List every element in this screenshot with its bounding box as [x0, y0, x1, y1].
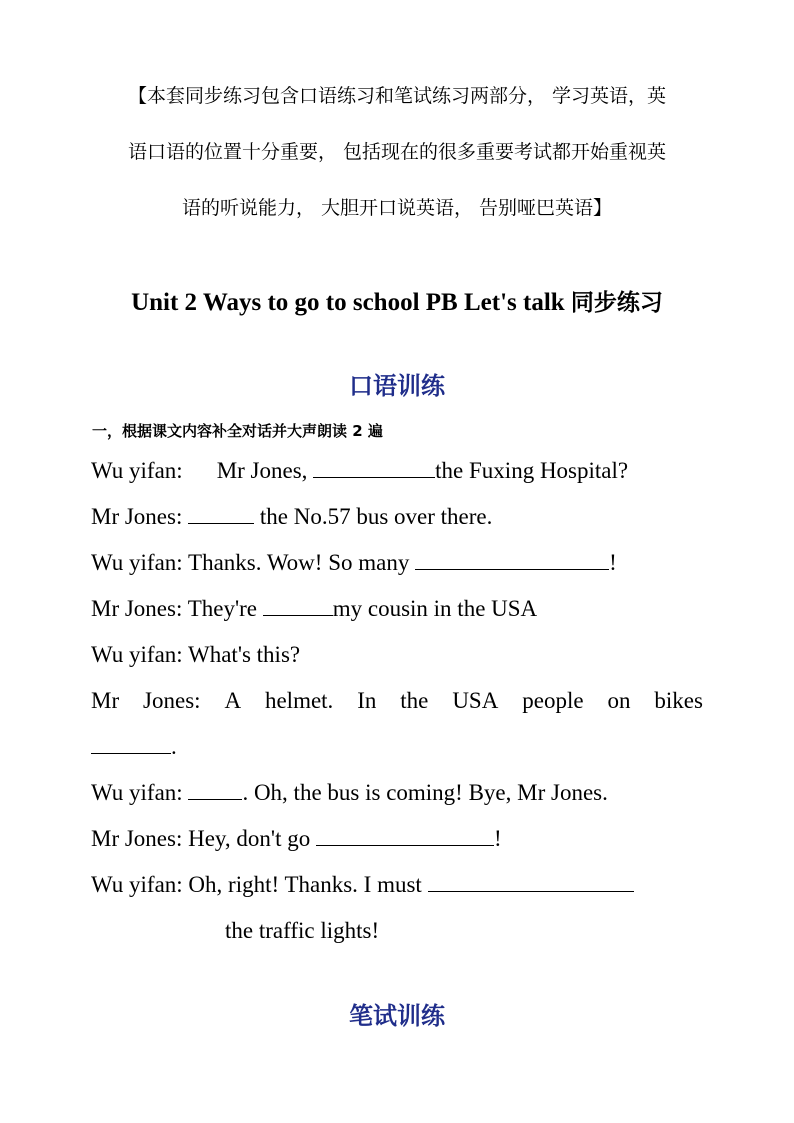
- dialogue-word: In: [357, 688, 377, 713]
- dialogue-word: people: [522, 688, 584, 713]
- intro-line-3: 语的听说能力， 大胆开口说英语， 告别哑巴英语】: [181, 197, 613, 219]
- title-english: Unit 2 Ways to go to school PB Let's talk: [131, 289, 565, 316]
- dialogue-text: .: [171, 734, 177, 759]
- intro-line-1: 【本套同步练习包含口语练习和笔试练习两部分， 学习英语，英: [127, 85, 667, 107]
- dialogue-text: Mr Jones:: [91, 504, 183, 529]
- answer-blank[interactable]: [188, 779, 242, 800]
- dialogue-line-11: the traffic lights!: [225, 918, 380, 943]
- dialogue-word: Mr: [91, 688, 120, 713]
- dialogue-exercise: [91, 448, 703, 954]
- written-practice-heading: 笔试训练: [349, 1002, 445, 1030]
- answer-blank[interactable]: [263, 595, 333, 616]
- dialogue-text: Wu yifan:: [91, 780, 183, 805]
- dialogue-line-4: [91, 586, 703, 632]
- answer-blank[interactable]: [415, 549, 609, 570]
- answer-blank[interactable]: [313, 457, 435, 478]
- dialogue-word: helmet.: [264, 688, 334, 713]
- dialogue-line-2: [91, 494, 703, 540]
- dialogue-text: Mr Jones: They're: [91, 596, 257, 621]
- dialogue-word: bikes: [654, 688, 703, 713]
- dialogue-line-1: [91, 448, 703, 494]
- title-chinese: 同步练习: [570, 290, 663, 316]
- dialogue-word: A: [224, 688, 242, 713]
- answer-blank[interactable]: [188, 503, 254, 524]
- dialogue-word: USA: [452, 688, 499, 713]
- exercise-instruction: 一，根据课文内容补全对话并大声朗读 2 遍: [92, 422, 383, 440]
- intro-line-2: 语口语的位置十分重要， 包括现在的很多重要考试都开始重视英: [127, 141, 667, 163]
- answer-blank[interactable]: [428, 871, 634, 892]
- speaker-label: Wu yifan:: [91, 458, 183, 483]
- dialogue-text: . Oh, the bus is coming! Bye, Mr Jones.: [242, 780, 608, 805]
- oral-practice-heading: 口语训练: [349, 372, 445, 400]
- dialogue-line-9: [91, 816, 703, 862]
- dialogue-text: Wu yifan: Oh, right! Thanks. I must: [91, 872, 422, 897]
- dialogue-text: !: [609, 550, 617, 575]
- dialogue-line-5: Wu yifan: What's this?: [91, 642, 301, 667]
- dialogue-text: !: [493, 826, 502, 851]
- dialogue-word: Jones:: [143, 688, 201, 713]
- dialogue-line-8: [91, 770, 703, 816]
- dialogue-text: Mr Jones: Hey, don't go: [91, 826, 311, 851]
- dialogue-text: my cousin in the USA: [332, 596, 538, 621]
- dialogue-word: the: [400, 688, 429, 713]
- answer-blank[interactable]: [316, 825, 494, 846]
- dialogue-word: on: [607, 688, 631, 713]
- answer-blank[interactable]: [91, 733, 171, 754]
- dialogue-text: the No.57 bus over there.: [259, 504, 493, 529]
- page-title: [60, 284, 734, 317]
- intro-paragraph: [88, 68, 706, 236]
- dialogue-line-6: [91, 678, 703, 724]
- dialogue-text: Wu yifan: Thanks. Wow! So many: [91, 550, 410, 575]
- dialogue-line-7: [91, 724, 703, 770]
- dialogue-text: the Fuxing Hospital?: [435, 458, 629, 483]
- dialogue-text: Mr Jones,: [216, 458, 308, 483]
- dialogue-line-10: [91, 862, 703, 908]
- dialogue-line-3: [91, 540, 703, 586]
